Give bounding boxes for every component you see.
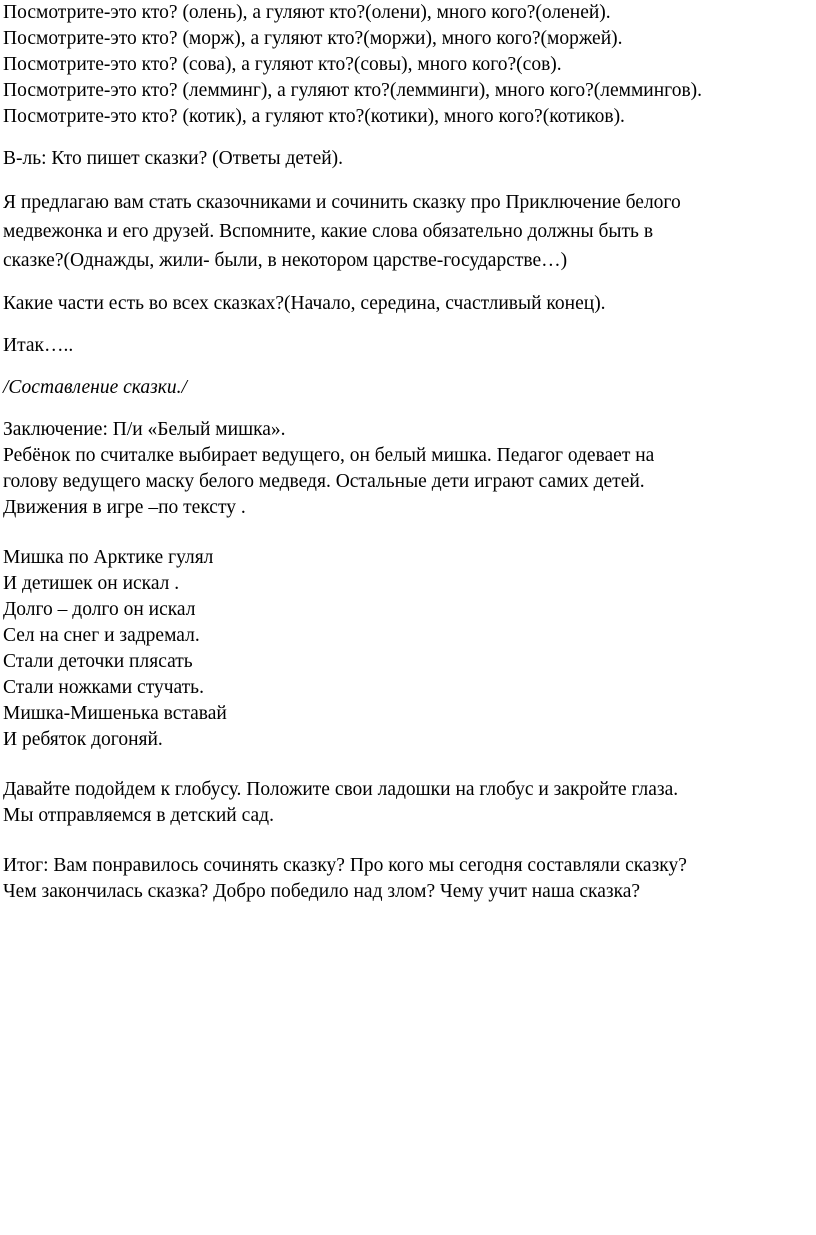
proposal-line: сказке?(Однажды, жили- были, в некотором царстве-государстве…) <box>3 250 568 271</box>
globe-line: Мы отправляемся в детский сад. <box>3 805 274 826</box>
parts-question: Какие части есть во всех сказках?(Начало, середина, счастливый конец). <box>3 293 606 314</box>
teacher-question: В-ль: Кто пишет сказки? (Ответы детей). <box>3 148 344 169</box>
poem-line: Мишка по Арктике гулял <box>3 547 214 568</box>
conclusion-line: Движения в игре –по тексту . <box>3 497 246 518</box>
exercise-block <box>3 0 813 130</box>
itak-text: Итак….. <box>3 335 74 356</box>
conclusion-line: голову ведущего маску белого медведя. Остальные дети играют самих детей. <box>3 471 645 492</box>
summary-paragraph <box>3 853 813 905</box>
poem <box>3 545 813 753</box>
composition-heading: /Составление сказки./ <box>3 377 187 398</box>
exercise-line: Посмотрите-это кто? (котик), а гуляют кто?(котики), много кого?(котиков). <box>3 106 625 127</box>
exercise-line: Посмотрите-это кто? (олень), а гуляют кто?(олени), много кого?(оленей). <box>3 2 611 23</box>
globe-paragraph <box>3 777 813 829</box>
poem-line: Долго – долго он искал <box>3 599 196 620</box>
poem-line: Сел на снег и задремал. <box>3 625 200 646</box>
globe-line: Давайте подойдем к глобусу. Положите свои ладошки на глобус и закройте глаза. <box>3 779 679 800</box>
summary-line: Чем закончилась сказка? Добро победило над злом? Чему учит наша сказка? <box>3 881 641 902</box>
conclusion-line: Ребёнок по считалке выбирает ведущего, он белый мишка. Педагог одевает на <box>3 445 655 466</box>
poem-line: Стали деточки плясать <box>3 651 193 672</box>
summary-line: Итог: Вам понравилось сочинять сказку? Про кого мы сегодня составляли сказку? <box>3 855 687 876</box>
exercise-line: Посмотрите-это кто? (морж), а гуляют кто?(моржи), много кого?(моржей). <box>3 28 623 49</box>
conclusion-paragraph <box>3 417 813 521</box>
poem-line: Стали ножками стучать. <box>3 677 204 698</box>
poem-line: И ребяток догоняй. <box>3 729 163 750</box>
document-page <box>3 0 813 905</box>
proposal-line: медвежонка и его друзей. Вспомните, какие слова обязательно должны быть в <box>3 221 654 242</box>
poem-line: И детишек он искал . <box>3 573 180 594</box>
conclusion-line: Заключение: П/и «Белый мишка». <box>3 419 286 440</box>
poem-line: Мишка-Мишенька вставай <box>3 703 227 724</box>
proposal-paragraph <box>3 188 813 275</box>
exercise-line: Посмотрите-это кто? (сова), а гуляют кто?(совы), много кого?(сов). <box>3 54 562 75</box>
exercise-line: Посмотрите-это кто? (лемминг), а гуляют кто?(лемминги), много кого?(леммингов). <box>3 80 703 101</box>
proposal-line: Я предлагаю вам стать сказочниками и сочинить сказку про Приключение белого <box>3 192 681 213</box>
